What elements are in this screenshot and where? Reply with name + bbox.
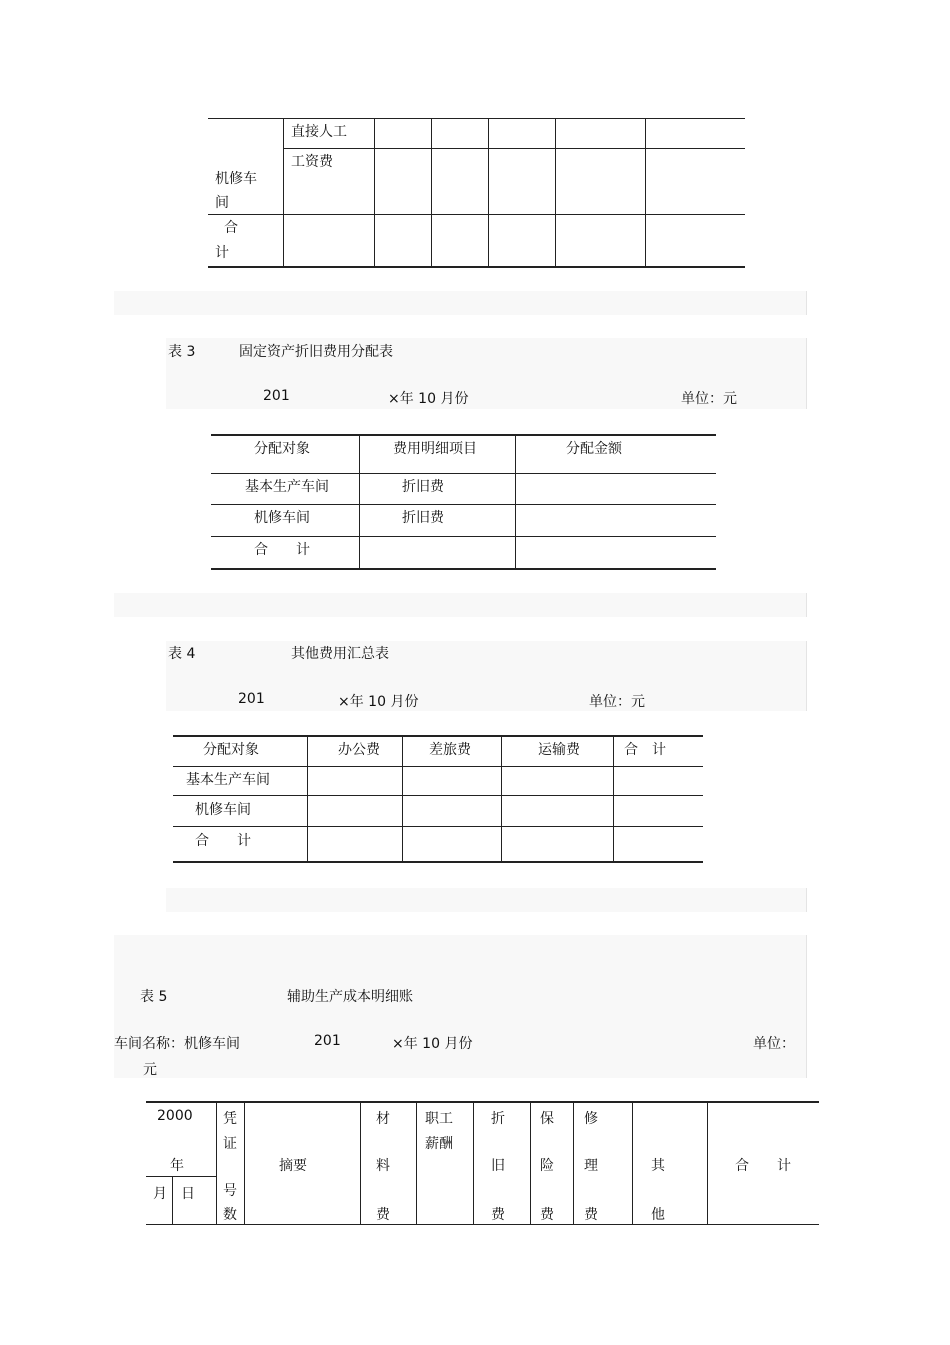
table3-row3-target: 合 计	[254, 542, 310, 558]
table3-month: ×年 10 月份	[388, 391, 469, 407]
workshop-label-line1: 机修车	[215, 171, 257, 187]
total-label-line2: 计	[215, 245, 229, 261]
table4-row2-target: 机修车间	[195, 802, 251, 818]
table5-header-year: 2000	[157, 1108, 193, 1124]
table5-header-voucher-1: 凭	[223, 1111, 237, 1127]
table4-title: 其他费用汇总表	[291, 646, 389, 662]
table5-header-day: 日	[181, 1186, 195, 1202]
table4-header-travel: 差旅费	[429, 742, 471, 758]
table5-header-summary: 摘要	[279, 1158, 307, 1174]
table5-header-depreciation-1: 折	[491, 1111, 505, 1127]
separator-band	[114, 291, 807, 315]
table5-header-salary-1: 职工	[425, 1111, 453, 1127]
table4-unit: 单位：元	[589, 694, 645, 710]
table5-header-total: 合 计	[735, 1158, 791, 1174]
table5-header-salary-2: 薪酬	[425, 1136, 453, 1152]
table5-year: 201	[314, 1033, 341, 1049]
table4-month: ×年 10 月份	[338, 694, 419, 710]
table5-header-depreciation-3: 费	[491, 1207, 505, 1223]
table4-header-office: 办公费	[338, 742, 380, 758]
table5-header-insurance-3: 费	[540, 1207, 554, 1223]
table4-year: 201	[238, 691, 265, 707]
table5-header-repair-3: 费	[584, 1207, 598, 1223]
table5-workshop: 车间名称：机修车间	[114, 1036, 240, 1052]
table5-header-voucher-4: 数	[223, 1207, 237, 1223]
table5-header-repair-2: 理	[584, 1158, 598, 1174]
table3-row1-item: 折旧费	[402, 479, 444, 495]
table3-year: 201	[263, 388, 290, 404]
table3-title: 固定资产折旧费用分配表	[239, 344, 393, 360]
table3-header-amount: 分配金额	[566, 441, 622, 457]
table3-label: 表 3	[168, 344, 196, 360]
table5-header-insurance-2: 险	[540, 1158, 554, 1174]
table3-row1-target: 基本生产车间	[245, 479, 329, 495]
separator-band	[114, 593, 807, 617]
total-label-line1: 合	[224, 220, 238, 236]
table5-unit-yuan: 元	[143, 1062, 157, 1078]
table3-unit: 单位：元	[681, 391, 737, 407]
workshop-label-line2: 间	[215, 195, 229, 211]
table5-header-voucher-2: 证	[223, 1136, 237, 1152]
table4-header-transport: 运输费	[538, 742, 580, 758]
wage-fee-label: 工资费	[291, 154, 333, 170]
table5-title: 辅助生产成本明细账	[287, 989, 413, 1005]
table5-header-depreciation-2: 旧	[491, 1158, 505, 1174]
table5-header-repair-1: 修	[584, 1111, 598, 1127]
direct-labor-label: 直接人工	[291, 124, 347, 140]
table3-header-item: 费用明细项目	[393, 441, 477, 457]
table3-row2-target: 机修车间	[254, 510, 310, 526]
table5-label: 表 5	[140, 989, 168, 1005]
table5-header-band	[114, 935, 807, 1078]
separator-band	[166, 888, 807, 912]
table4-header-target: 分配对象	[203, 742, 259, 758]
table5-header-other-1: 其	[651, 1158, 665, 1174]
table5-header-insurance-1: 保	[540, 1111, 554, 1127]
table5-header-material-2: 料	[376, 1158, 390, 1174]
table4-row3-target: 合 计	[195, 833, 251, 849]
table3-header-target: 分配对象	[254, 441, 310, 457]
table5-unit: 单位：	[753, 1036, 795, 1052]
table4-row1-target: 基本生产车间	[186, 772, 270, 788]
table4-label: 表 4	[168, 646, 196, 662]
table5-month: ×年 10 月份	[392, 1036, 473, 1052]
table5-header-year-suffix: 年	[170, 1158, 184, 1174]
table5-header-month: 月	[153, 1186, 167, 1202]
table5-header-other-2: 他	[651, 1207, 665, 1223]
table5-header-voucher-3: 号	[223, 1183, 237, 1199]
table4-header-total: 合 计	[624, 742, 666, 758]
table5-header-material-1: 材	[376, 1111, 390, 1127]
table3-row2-item: 折旧费	[402, 510, 444, 526]
table5-header-material-3: 费	[376, 1207, 390, 1223]
